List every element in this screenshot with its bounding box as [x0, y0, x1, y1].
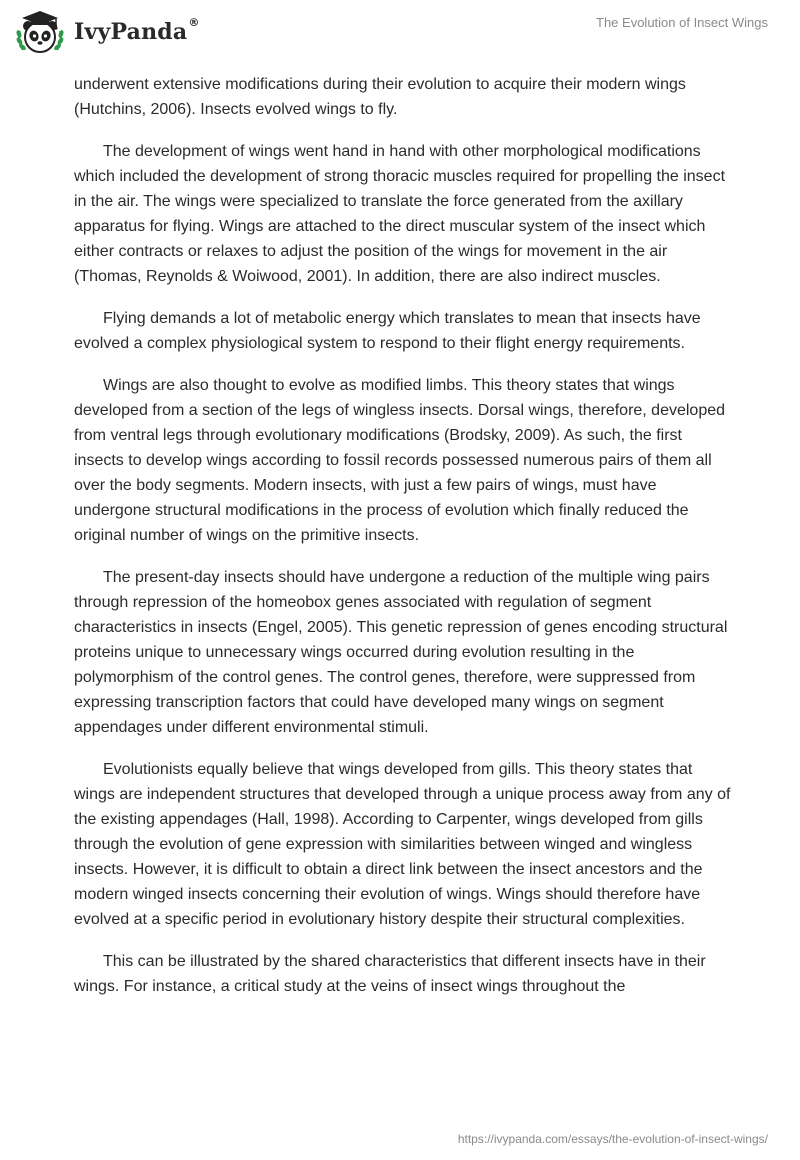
paragraph: Wings are also thought to evolve as modified limbs. This theory states that wings developed from a section of the legs of wingless insects. Dorsal wings, therefore, developed from ventral legs through evolutionary modifications (Brodsky, 2009). As such, the first insects to develop wings according to fossil records possessed numerous pairs of them all over the body segments. Modern insects, with just a few pairs of wings, must have undergone structural modifications in the process of evolution which finally reduced the original number of wings on the primitive insects. [74, 377, 726, 544]
brand-name: IvyPanda® [74, 16, 200, 45]
page-header [0, 0, 800, 62]
source-url[interactable]: https://ivypanda.com/essays/the-evolution-of-insect-wings/ [457, 1132, 768, 1146]
paragraph: underwent extensive modifications during their evolution to acquire their modern wings (Hutchins, 2006). Insects evolved wings to fly. [74, 76, 686, 118]
document-title: The Evolution of Insect Wings [596, 15, 768, 30]
brand-logo[interactable] [14, 6, 200, 58]
panda-graduate-icon [14, 6, 66, 58]
paragraph: The development of wings went hand in hand with other morphological modifications which included the development of strong thoracic muscles required for propelling the insect in the air. The wings were specialized to translate the force generated from the axillary apparatus for flying. Wings are attached to the direct muscular system of the insect which either contracts or relaxes to adjust the position of the wings for movement in the air (Thomas, Reynolds & Woiwood, 2001). In addition, there are also indirect muscles. [74, 143, 726, 285]
paragraph: This can be illustrated by the shared characteristics that different insects have in their wings. For instance, a critical study at the veins of insect wings throughout the [74, 953, 706, 995]
paragraph: The present-day insects should have undergone a reduction of the multiple wing pairs through repression of the homeobox genes associated with regulation of segment characteristics in insects (Engel, 2005). This genetic repression of genes encoding structural proteins unique to unnecessary wings occurred during evolution resulting in the polymorphism of the control genes. The control genes, therefore, were suppressed from expressing transcription factors that could have developed many wings on segment appendages under different environmental stimuli. [74, 569, 728, 736]
paragraph: Flying demands a lot of metabolic energy which translates to mean that insects have evolved a complex physiological system to respond to their flight energy requirements. [74, 310, 701, 352]
registered-mark: ® [188, 16, 200, 29]
paragraph: Evolutionists equally believe that wings developed from gills. This theory states that wings are independent structures that developed through a unique process away from any of the existing appendages (Hall, 1998). According to Carpenter, wings developed from gills through the evolution of gene expression with similarities between winged and wingless insects. However, it is difficult to obtain a direct link between the insect ancestors and the modern winged insects concerning their evolution of wings. Wings should therefore have evolved at a specific period in evolutionary history despite their structural complexities. [74, 761, 731, 928]
essay-body [74, 72, 734, 1016]
